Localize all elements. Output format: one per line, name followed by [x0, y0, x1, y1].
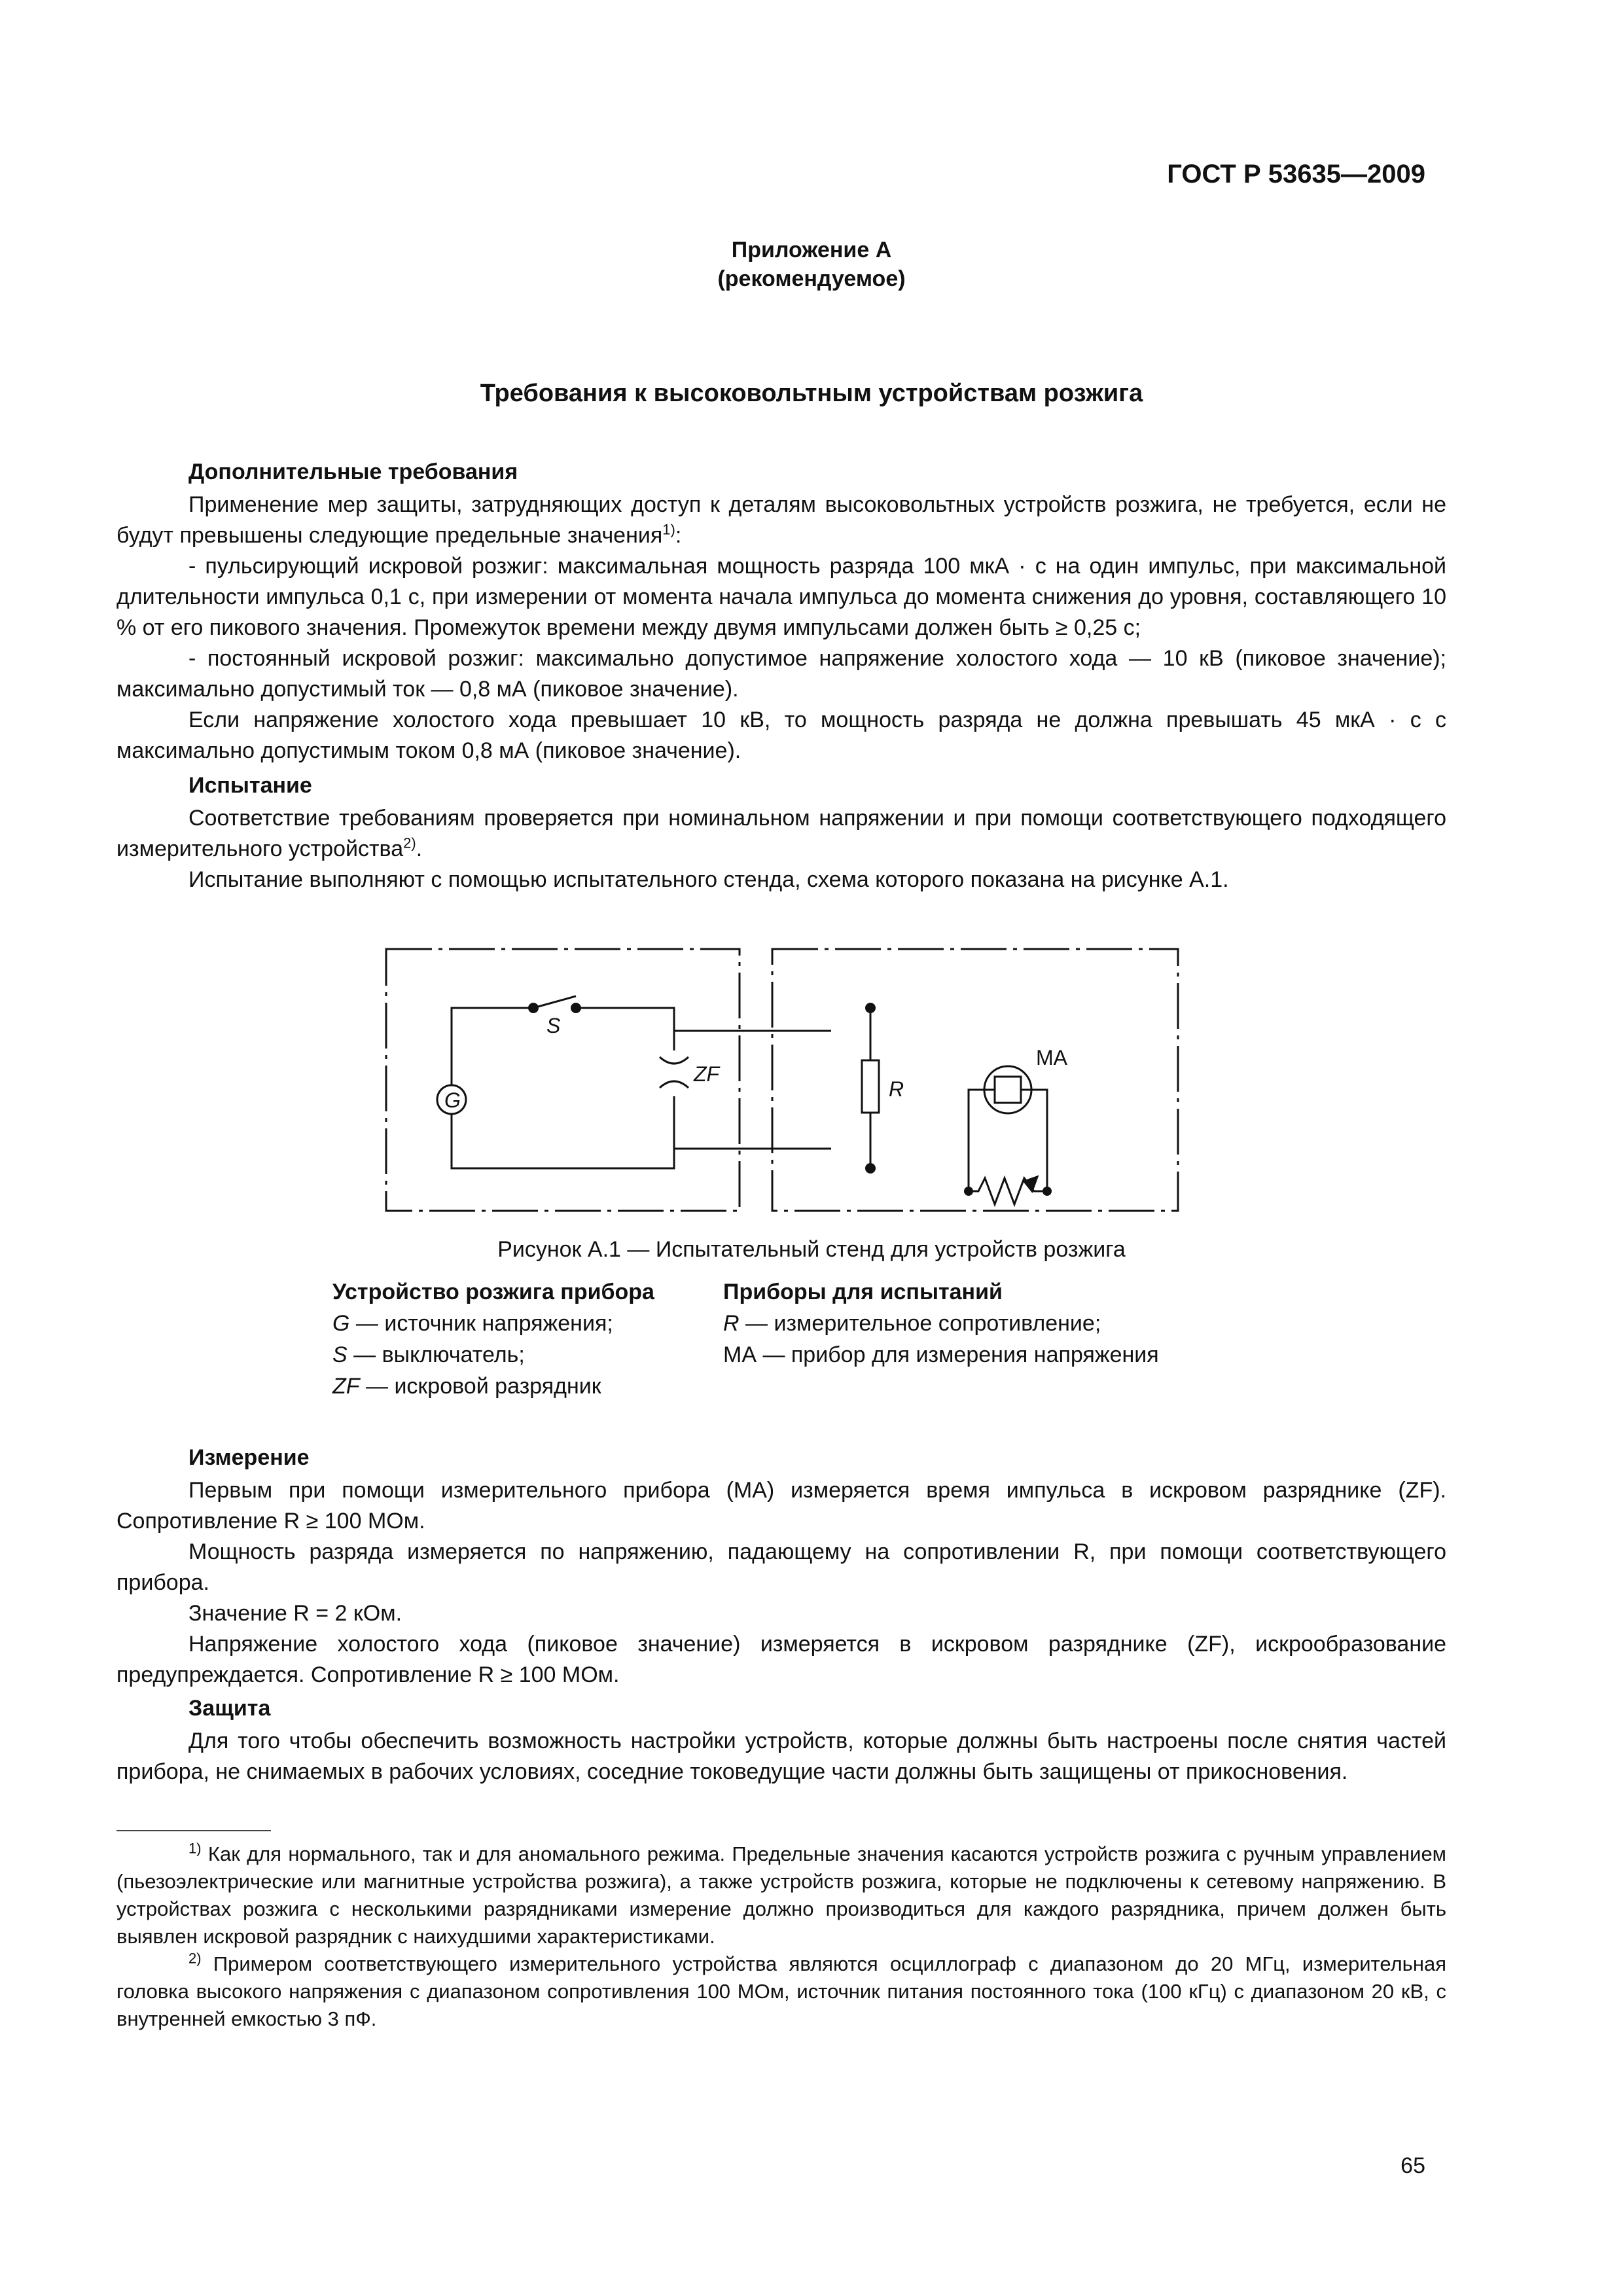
doc-code-header: ГОСТ Р 53635—2009 — [1167, 160, 1425, 188]
footnote-divider — [116, 1830, 271, 1831]
switch-contact — [528, 1003, 539, 1013]
footnote-ref[interactable]: 2) — [403, 834, 416, 852]
legend-ignition-device — [332, 1276, 654, 1402]
annex-title — [0, 236, 1623, 293]
label-g: G — [444, 1088, 461, 1112]
label-s: S — [546, 1014, 561, 1037]
annex-label: Приложение А — [731, 238, 892, 262]
paragraph: Значение R = 2 кОм. — [188, 1601, 402, 1626]
legend-test-instruments — [723, 1276, 1159, 1371]
legend-item: ZF — искровой разрядник — [332, 1374, 601, 1399]
paragraph: Если напряжение холостого хода превышает 10 кВ, то мощность разряда не должна превышать 45 мкА · с с максимально допустимым током 0,8 мА (пиковое значение). — [116, 708, 1446, 763]
legend-item: G — источник напряжения; — [332, 1311, 613, 1336]
annex-status: (рекомендуемое) — [717, 266, 906, 291]
paragraph: - пульсирующий искровой розжиг: максимальная мощность разряда 100 мкА · с на один импульс, при максимальной длительности импульса 0,1 с, при измерении от момента начала импульса до момента снижения до уровня, составляющего 10 % от его пикового значения. Промежуток времени между двумя импульсами должен быть ≥ 0,25 с; — [116, 554, 1446, 640]
legend-title: Устройство розжига прибора — [332, 1280, 654, 1304]
page-number: 65 — [1400, 2153, 1425, 2178]
legend-title: Приборы для испытаний — [723, 1280, 1003, 1304]
section-heading-protection: Защита — [188, 1696, 271, 1721]
label-ma: MA — [1036, 1046, 1067, 1069]
paragraph: Соответствие требованиям проверяется при номинальном напряжении и при помощи соответствующего подходящего измерительного устройства$^{2)}$. — [116, 806, 1446, 861]
paragraph: Первым при помощи измерительного прибора (МА) измеряется время импульса в искровом разряднике (ZF). Сопротивление R ≥ 100 МОм. — [116, 1478, 1446, 1534]
section-heading-additional: Дополнительные требования — [188, 459, 518, 484]
requirements-section — [116, 453, 1446, 895]
section-heading-measurement: Измерение — [188, 1445, 310, 1470]
label-r: R — [889, 1077, 904, 1101]
footnotes — [116, 1840, 1446, 2033]
paragraph: Мощность разряда измеряется по напряжению, падающему на сопротивлении R, при помощи соответствующего прибора. — [116, 1539, 1446, 1595]
legend-item: S — выключатель; — [332, 1342, 525, 1367]
section-heading-test: Испытание — [188, 773, 312, 798]
paragraph: Применение мер защиты, затрудняющих доступ к деталям высоковольтных устройств розжига, не требуется, если не будут превышены следующие предельные значения$^{1)}$: — [116, 492, 1446, 548]
paragraph: Для того чтобы обеспечить возможность настройки устройств, которые должны быть настроены после снятия частей прибора, не снимаемых в рабочих условиях, соседние токоведущие части должны быть защищены от прикосновения. — [116, 1729, 1446, 1784]
label-zf: ZF — [694, 1062, 720, 1086]
test-bench-circuit-diagram — [380, 936, 1185, 1217]
page-title: Требования к высоковольтным устройствам розжига — [480, 380, 1143, 407]
paragraph: - постоянный искровой розжиг: максимально допустимое напряжение холостого хода — 10 кВ (пиковое значение); максимально допустимый ток — 0,8 мА (пиковое значение). — [116, 646, 1446, 702]
paragraph: Испытание выполняют с помощью испытательного стенда, схема которого показана на рисунке А.1. — [188, 867, 1229, 892]
footnote: $^{1)}$ Как для нормального, так и для аномального режима. Предельные значения касаются устройств розжига с ручным управлением (пьезоэлектрические или магнитные устройства розжига), а также устройств розжига, которые не подключены к сетевому напряжению. В устройствах розжига с несколькими разрядниками измерение должно производиться для каждого разрядника, причем должен быть выявлен искровой разрядник с наихудшими характеристиками. — [116, 1840, 1446, 1948]
footnote-ref[interactable]: 1) — [662, 521, 675, 538]
ignition-device-box — [386, 949, 740, 1211]
footnote: $^{2)}$ Примером соответствующего измерительного устройства являются осциллограф с диапазоном до 20 МГц, измерительная головка высокого напряжения с диапазоном сопротивления 100 МОм, источник питания постоянного тока (100 кГц) с диапазоном 20 кВ, с внутренней емкостью 3 пФ. — [116, 1950, 1446, 2030]
figure-caption: Рисунок А.1 — Испытательный стенд для устройств розжига — [497, 1237, 1126, 1262]
legend-item: МА — прибор для измерения напряжения — [723, 1342, 1159, 1367]
paragraph: Напряжение холостого хода (пиковое значение) измеряется в искровом разряднике (ZF), искрообразование предупреждается. Сопротивление R ≥ 100 МОм. — [116, 1632, 1446, 1687]
test-instruments-box — [772, 949, 1178, 1211]
measurement-section — [116, 1440, 1446, 1787]
switch-contact — [571, 1003, 581, 1013]
legend-item: R — измерительное сопротивление; — [723, 1311, 1101, 1336]
